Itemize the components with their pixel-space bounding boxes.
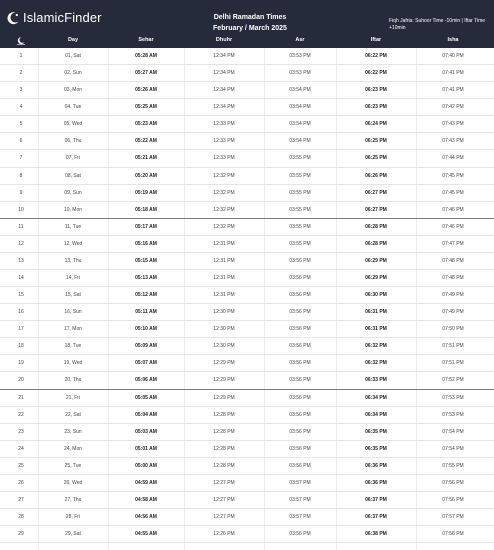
title-line-month: February / March 2025 [213,25,287,32]
row-sehar-time: 05:00 AM [135,462,157,469]
row-sehar-time: 05:27 AM [135,70,157,77]
row-isha-time: 07:46 PM [442,223,464,230]
row-number: 20 [18,377,24,384]
row-asr-time: 03:57 PM [289,479,311,486]
row-isha-time: 07:42 PM [442,104,464,111]
row-iftar-time: 06:33 PM [365,377,387,384]
row-isha-time: 07:44 PM [442,155,464,162]
row-sehar-time: 05:25 AM [135,104,157,111]
row-asr-time: 03:56 PM [289,343,311,350]
row-number: 6 [19,138,23,145]
row-sehar-time: 05:10 AM [135,326,157,333]
timetable-body [0,48,494,543]
row-dhuhr-time: 12:29 PM [213,360,235,367]
row-sehar-time: 05:16 AM [135,240,157,247]
row-day: 07, Fri [65,155,81,162]
row-dhuhr-time: 12:26 PM [213,531,235,538]
row-dhuhr-time: 12:34 PM [213,104,235,111]
row-number: 17 [18,326,24,333]
row-isha-time: 07:52 PM [442,377,464,384]
row-isha-time: 07:58 PM [442,531,464,538]
row-day: 14, Fri [65,275,81,282]
row-sehar-time: 05:04 AM [135,411,157,418]
row-day: 18, Tue [64,343,82,350]
column-header-asr: Asr [295,37,305,43]
row-iftar-time: 06:27 PM [365,206,387,213]
row-sehar-time: 05:01 AM [135,445,157,452]
row-number: 22 [18,411,24,418]
row-isha-time: 07:41 PM [442,70,464,77]
row-asr-time: 03:56 PM [289,360,311,367]
table-row [0,287,494,304]
page-header [0,0,494,34]
table-row [0,390,494,407]
column-header-day: Day [67,37,79,43]
table-row [0,116,494,133]
row-isha-time: 07:41 PM [442,87,464,94]
row-iftar-time: 06:35 PM [365,428,387,435]
row-dhuhr-time: 12:34 PM [213,70,235,77]
row-day: 26, Wed [63,479,83,486]
table-row [0,48,494,65]
row-sehar-time: 04:56 AM [135,514,157,521]
row-number: 23 [18,428,24,435]
row-asr-time: 03:56 PM [289,309,311,316]
row-number: 18 [18,343,24,350]
row-day: 29, Sat [65,531,81,538]
row-day: 09, Sun [64,189,82,196]
row-iftar-time: 06:32 PM [365,360,387,367]
row-sehar-time: 05:21 AM [135,155,157,162]
row-dhuhr-time: 12:30 PM [213,343,235,350]
row-sehar-time: 05:19 AM [135,189,157,196]
row-iftar-time: 06:36 PM [365,479,387,486]
row-sehar-time: 05:05 AM [135,394,157,401]
table-row [0,202,494,219]
row-number: 4 [19,104,23,111]
crescent-moon-icon [4,36,38,47]
row-number: 24 [18,445,24,452]
row-dhuhr-time: 12:28 PM [213,428,235,435]
row-dhuhr-time: 12:27 PM [213,514,235,521]
row-asr-time: 03:56 PM [289,326,311,333]
row-isha-time: 07:43 PM [442,121,464,128]
row-iftar-time: 06:31 PM [365,309,387,316]
row-iftar-time: 06:35 PM [365,445,387,452]
row-dhuhr-time: 12:29 PM [213,377,235,384]
brand-logo[interactable] [6,10,102,25]
row-number: 12 [18,240,24,247]
row-asr-time: 03:56 PM [289,292,311,299]
row-number: 19 [18,360,24,367]
column-header-iftar: Iftar [370,37,382,43]
row-iftar-time: 06:24 PM [365,121,387,128]
row-sehar-time: 05:09 AM [135,343,157,350]
row-day: 01, Sat [65,53,81,59]
row-sehar-time: 05:28 AM [135,53,157,59]
row-dhuhr-time: 12:32 PM [213,172,235,179]
table-row [0,65,494,82]
row-day: 10, Mon [63,206,83,213]
table-row [0,236,494,253]
row-iftar-time: 06:26 PM [365,172,387,179]
row-dhuhr-time: 12:34 PM [213,87,235,94]
row-asr-time: 03:53 PM [289,70,311,77]
row-dhuhr-time: 12:32 PM [213,189,235,196]
column-header-isha: Isha [447,37,459,43]
row-dhuhr-time: 12:30 PM [213,326,235,333]
row-day: 20, Thu [64,377,82,384]
row-asr-time: 03:56 PM [289,428,311,435]
row-isha-time: 07:45 PM [442,172,464,179]
table-row [0,133,494,150]
row-isha-time: 07:56 PM [442,479,464,486]
row-iftar-time: 06:25 PM [365,155,387,162]
row-asr-time: 03:53 PM [289,53,311,59]
row-isha-time: 07:46 PM [442,206,464,213]
row-sehar-time: 05:07 AM [135,360,157,367]
row-asr-time: 03:56 PM [289,462,311,469]
row-isha-time: 07:45 PM [442,189,464,196]
row-day: 28, Fri [65,514,81,521]
row-asr-time: 03:55 PM [289,240,311,247]
row-isha-time: 07:53 PM [442,394,464,401]
row-day: 25, Tue [64,462,82,469]
row-day: 13, Thu [64,257,82,264]
row-iftar-time: 06:29 PM [365,275,387,282]
row-dhuhr-time: 12:32 PM [213,223,235,230]
table-row [0,475,494,492]
row-isha-time: 07:51 PM [442,360,464,367]
table-row [0,338,494,355]
row-number: 21 [18,394,24,401]
row-day: 19, Wed [63,360,83,367]
row-asr-time: 03:57 PM [289,497,311,504]
row-sehar-time: 04:58 AM [135,497,157,504]
row-number: 26 [18,479,24,486]
row-number: 1 [19,53,23,59]
row-iftar-time: 06:37 PM [365,514,387,521]
row-dhuhr-time: 12:33 PM [213,155,235,162]
row-number: 7 [19,155,23,162]
row-day: 15, Sat [65,292,81,299]
row-dhuhr-time: 12:33 PM [213,121,235,128]
row-day: 02, Sun [64,70,82,77]
row-number: 5 [19,121,23,128]
row-iftar-time: 06:34 PM [365,411,387,418]
row-dhuhr-time: 12:27 PM [213,479,235,486]
row-isha-time: 07:54 PM [442,445,464,452]
row-sehar-time: 05:17 AM [135,223,157,230]
table-row [0,441,494,458]
table-row [0,526,494,543]
row-day: 03, Mon [63,87,83,94]
row-iftar-time: 06:23 PM [365,104,387,111]
row-day: 11, Tue [64,223,82,230]
table-row [0,270,494,287]
row-sehar-time: 04:59 AM [135,479,157,486]
row-isha-time: 07:55 PM [442,462,464,469]
row-number: 13 [18,257,24,264]
row-dhuhr-time: 12:32 PM [213,206,235,213]
row-asr-time: 03:55 PM [289,206,311,213]
row-dhuhr-time: 12:28 PM [213,462,235,469]
row-sehar-time: 05:06 AM [135,377,157,384]
row-isha-time: 07:47 PM [442,240,464,247]
row-iftar-time: 06:23 PM [365,87,387,94]
row-asr-time: 03:54 PM [289,104,311,111]
row-iftar-time: 06:37 PM [365,497,387,504]
row-isha-time: 07:56 PM [442,497,464,504]
row-sehar-time: 05:15 AM [135,257,157,264]
row-asr-time: 03:56 PM [289,257,311,264]
row-isha-time: 07:51 PM [442,343,464,350]
row-dhuhr-time: 12:28 PM [213,445,235,452]
row-sehar-time: 04:55 AM [135,531,157,538]
table-row [0,509,494,526]
row-iftar-time: 06:22 PM [365,53,387,59]
row-asr-time: 03:56 PM [289,531,311,538]
row-day: 27, Thu [64,497,82,504]
row-asr-time: 03:55 PM [289,172,311,179]
row-asr-time: 03:55 PM [289,189,311,196]
title-line-city: Delhi Ramadan Times [213,14,287,21]
row-iftar-time: 06:32 PM [365,343,387,350]
row-isha-time: 07:50 PM [442,326,464,333]
row-number: 28 [18,514,24,521]
row-iftar-time: 06:36 PM [365,462,387,469]
table-row [0,185,494,202]
row-asr-time: 03:55 PM [289,223,311,230]
row-sehar-time: 05:23 AM [135,121,157,128]
row-number: 29 [18,531,24,538]
row-asr-time: 03:56 PM [289,411,311,418]
row-number: 16 [18,309,24,316]
column-header-dhuhr: Dhuhr [215,37,233,43]
table-row [0,407,494,424]
row-day: 05, Wed [63,121,83,128]
table-row [0,253,494,270]
row-day: 16, Sun [64,309,82,316]
islamicfinder-logo-icon [6,11,20,25]
brand-name: IslamicFinder [23,10,102,25]
row-day: 08, Sat [65,172,81,179]
row-sehar-time: 05:13 AM [135,275,157,282]
row-iftar-time: 06:22 PM [365,70,387,77]
row-number: 3 [19,87,23,94]
row-iftar-time: 06:34 PM [365,394,387,401]
table-row [0,355,494,372]
table-row [0,321,494,338]
row-dhuhr-time: 12:31 PM [213,257,235,264]
row-dhuhr-time: 12:27 PM [213,497,235,504]
table-row [0,458,494,475]
row-number: 8 [19,172,23,179]
row-number: 25 [18,462,24,469]
row-iftar-time: 06:31 PM [365,326,387,333]
row-isha-time: 07:53 PM [442,411,464,418]
row-asr-time: 03:56 PM [289,445,311,452]
row-sehar-time: 05:18 AM [135,206,157,213]
row-asr-time: 03:54 PM [289,138,311,145]
row-asr-time: 03:56 PM [289,275,311,282]
row-dhuhr-time: 12:31 PM [213,275,235,282]
row-sehar-time: 05:20 AM [135,172,157,179]
row-dhuhr-time: 12:31 PM [213,240,235,247]
row-day: 24, Mon [63,445,83,452]
row-number: 9 [19,189,23,196]
table-row [0,99,494,116]
table-row [0,168,494,185]
row-day: 06, Thu [64,138,82,145]
row-number: 14 [18,275,24,282]
row-iftar-time: 06:30 PM [365,292,387,299]
row-iftar-time: 06:28 PM [365,240,387,247]
row-isha-time: 07:49 PM [442,292,464,299]
table-row [0,372,494,389]
row-sehar-time: 05:22 AM [135,138,157,145]
column-header-sehar: Sehar [138,37,154,43]
row-number: 15 [18,292,24,299]
table-row [0,82,494,99]
row-asr-time: 03:55 PM [289,155,311,162]
table-row [0,150,494,167]
row-isha-time: 07:40 PM [442,53,464,59]
table-row [0,219,494,236]
row-asr-time: 03:56 PM [289,394,311,401]
row-day: 23, Sun [64,428,82,435]
row-isha-time: 07:43 PM [442,138,464,145]
fiqh-note: Fiqh Jafria: Suhoor Time -10min | Iftar Time +10min [389,18,486,31]
row-day: 21, Fri [65,394,81,401]
row-isha-time: 07:48 PM [442,275,464,282]
row-iftar-time: 06:25 PM [365,138,387,145]
row-asr-time: 03:54 PM [289,121,311,128]
row-dhuhr-time: 12:28 PM [213,411,235,418]
row-dhuhr-time: 12:31 PM [213,292,235,299]
row-isha-time: 07:57 PM [442,514,464,521]
row-dhuhr-time: 12:33 PM [213,138,235,145]
table-row [0,492,494,509]
row-day: 12, Wed [63,240,83,247]
table-header [0,34,494,48]
row-number: 27 [18,497,24,504]
row-sehar-time: 05:26 AM [135,87,157,94]
row-asr-time: 03:56 PM [289,377,311,384]
row-isha-time: 07:48 PM [442,257,464,264]
row-day: 04, Tue [64,104,82,111]
row-iftar-time: 06:28 PM [365,223,387,230]
table-row [0,304,494,321]
row-isha-time: 07:49 PM [442,309,464,316]
row-dhuhr-time: 12:30 PM [213,309,235,316]
row-iftar-time: 06:27 PM [365,189,387,196]
row-day: 17, Mon [63,326,83,333]
table-row [0,424,494,441]
row-iftar-time: 06:38 PM [365,531,387,538]
row-asr-time: 03:54 PM [289,87,311,94]
row-sehar-time: 05:12 AM [135,292,157,299]
row-sehar-time: 05:11 AM [135,309,157,316]
row-dhuhr-time: 12:34 PM [213,53,235,59]
row-asr-time: 03:57 PM [289,514,311,521]
page-title [190,12,310,34]
row-number: 2 [19,70,23,77]
row-number: 10 [18,206,24,213]
row-sehar-time: 05:03 AM [135,428,157,435]
row-dhuhr-time: 12:29 PM [213,394,235,401]
row-iftar-time: 06:29 PM [365,257,387,264]
row-number: 11 [18,223,24,230]
row-isha-time: 07:54 PM [442,428,464,435]
row-day: 22, Sat [65,411,81,418]
